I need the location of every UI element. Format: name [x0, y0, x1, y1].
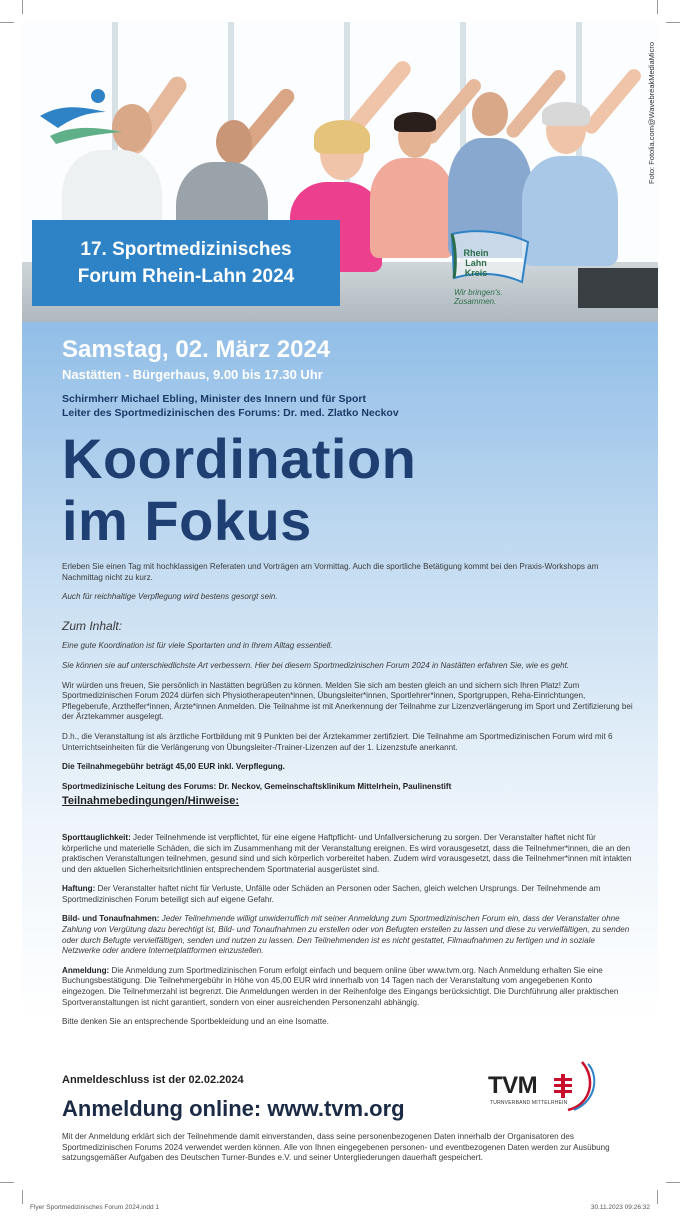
liability-paragraph: [62, 884, 634, 905]
speaker-box: [578, 268, 658, 308]
fee-paragraph: Die Teilnahmegebühr beträgt 45,00 EUR inkl. Verpflegung.: [62, 762, 285, 772]
contents-heading: Zum Inhalt:: [62, 618, 123, 633]
crop-mark: [0, 22, 14, 23]
crop-mark: [666, 1182, 680, 1183]
contents-paragraph-1: Eine gute Koordination ist für viele Sportarten und in Ihrem Alltag essentiell.: [62, 641, 333, 651]
catering-paragraph: Auch für reichhaltige Verpflegung wird bestens gesorgt sein.: [62, 592, 278, 602]
event-location: Nastätten - Bürgerhaus, 9.00 bis 17.30 Uhr: [62, 367, 323, 382]
tvm-logo-word: TVM: [488, 1072, 538, 1099]
event-title-box: [32, 220, 340, 306]
registration-text: Die Anmeldung zum Sportmedizinischen Forum erfolgt einfach und bequem online über www.tvm.org. Nach Anmeldung erhalten Sie eine Buchungsbestätigung. Die Teilnehmergebühr in Höhe von 45,00 EUR wird innerhalb von 14 Tagen nach der Veranstaltung vom angegebenen Konto eingezogen. Die Teilnehmerzahl ist begrenzt. Die Anmeldungen werden in der Reihenfolge des Eingangs berücksichtigt. Die Durchführung aller praktischen Sportveranstaltungen ist nicht garantiert, sondern von einer ausreichenden Personenzahl abhängig.: [62, 965, 619, 1007]
registration-deadline: Anmeldeschluss ist der 02.02.2024: [62, 1074, 244, 1086]
flyer-page: [22, 22, 658, 1182]
photo-credit: Foto: Fotolia.com@WavebreakMediaMicro: [647, 42, 656, 184]
registration-paragraph: [62, 966, 634, 1008]
crop-mark: [0, 1182, 14, 1183]
crop-mark: [666, 22, 680, 23]
event-title-line1: 17. Sportmedizinisches: [80, 239, 292, 260]
fitness-label: Sporttauglichkeit:: [62, 832, 131, 842]
leadership-paragraph: Sportmedizinische Leitung des Forums: Dr. Neckov, Gemeinschaftsklinikum Mittelrhein, Paulinenstift: [62, 781, 452, 791]
patronage: [62, 392, 634, 420]
conditions-heading: Teilnahmebedingungen/Hinweise:: [62, 795, 240, 808]
online-registration-link[interactable]: Anmeldung online: www.tvm.org: [62, 1096, 405, 1121]
liability-text: Der Veranstalter haftet nicht für Verluste, Unfälle oder Schäden an Personen oder Sachen, gleich welchen Ursprungs. Der Teilnehmende am Sportmedizinischen Forum beteiligt sich auf eigene Gefahr.: [62, 884, 601, 904]
person-figure: [522, 52, 632, 282]
event-date: Samstag, 02. März 2024: [62, 336, 331, 363]
rhein-lahn-slogan: Wir bringen's. Zusammen.: [454, 288, 503, 306]
intro-paragraph: Erleben Sie einen Tag mit hochklassigen Referaten und Vorträgen am Vormittag. Auch die sportliche Betätigung kommt bei den Praxis-Workshops am Nachmittag nicht zu kurz.: [62, 562, 599, 582]
media-paragraph: [62, 914, 634, 956]
print-footer-file: Flyer Sportmedizinisches Forum 2024.indd 1: [30, 1204, 159, 1211]
tvm-logo-subtitle: TURNVERBAND MITTELRHEIN: [490, 1100, 568, 1106]
clothing-paragraph: Bitte denken Sie an entsprechende Sportbekleidung und an eine Isomatte.: [62, 1017, 329, 1027]
crop-mark: [22, 1190, 23, 1204]
rhein-lahn-kreis-logo: [448, 228, 534, 306]
rhein-lahn-kreis-name: Rhein Lahn Kreis: [463, 248, 489, 278]
headline-line1: Koordination: [62, 427, 417, 490]
tvm-logo: [486, 1060, 606, 1114]
crop-mark: [657, 1190, 658, 1204]
contents-paragraph-2: Sie können sie auf unterschiedlichste Art verbessern. Hier bei diesem Sportmedizinischen Forum 2024 in Nastätten erfahren Sie, wie es geht.: [62, 660, 570, 670]
liability-label: Haftung:: [62, 884, 96, 894]
media-label: Bild- und Tonaufnahmen:: [62, 914, 160, 924]
privacy-notice: Mit der Anmeldung erklärt sich der Teilnehmende damit einverstanden, dass seine personenbezogenen Daten innerhalb der Organisatoren des Sportmedizinischen Forums 2024 verwendet werden können. Alle von Ihnen eingegebenen personen- und eventbezogenen Daten werden zur Ausübung satzungsgemäßer Aufgaben des Deutschen Turner-Bundes e.V. und seiner Untergliederungen dauerhaft gespeichert.: [62, 1132, 610, 1163]
crop-mark: [22, 0, 23, 14]
fitness-text: Jeder Teilnehmende ist verpflichtet, für eine eigene Haftpflicht- und Unfallversicherung zu sorgen. Der Veranstalter haftet nicht für körperliche und materielle Schäden, die sich im Zusammenhang mit der Veranstaltung ereignen. Es wird vorausgesetzt, dass die Teilnehmer*innen, die an den praktischen Veranstaltungen teilnehmen, gesund sind und sich körperlich vorbereitet haben. Zudem wird vorausgesetzt, dass die Teilnehmer*innen mit intakten und den aktuellen Sicherheitsrichtlinien entsprechendem Sportmaterial ausgerüstet sind.: [62, 832, 632, 874]
certification-paragraph: D.h., die Veranstaltung ist als ärztliche Fortbildung mit 9 Punkten bei der Ärztekammer zertifiziert. Die Teilnahme am Sportmedizinischen Forum wird mit 6 Unterrichtseinheiten für die Verlängerung von Übungsleiter-/Trainer-Lizenzen auf der 1. Lizenzstufe anerkannt.: [62, 731, 613, 752]
registration-label: Anmeldung:: [62, 965, 110, 975]
event-title-line2: Forum Rhein-Lahn 2024: [77, 266, 295, 287]
fitness-paragraph: [62, 833, 634, 875]
crop-mark: [657, 0, 658, 14]
body-text: [62, 562, 634, 1037]
headline-line2: im Fokus: [62, 489, 312, 552]
media-text: Jeder Teilnehmende willigt unwiderruflich mit seiner Anmeldung zum Sportmedizinischen Forum ein, dass der Veranstalter ohne Zahlung von Vergütung dazu berechtigt ist, Bild- und Tonaufnahmen zu erstellen oder von Befugten erstellen zu lassen und diese zu vervielfältigen, zu senden oder durch Befugte vervielfältigen, senden und nutzen zu lassen. Den Teilnehmenden ist es nicht gestattet, Filmaufnahmen zu fertigen und in soziale Netzwerke oder andere Internetplattformen einzustellen.: [62, 914, 630, 956]
headline: [62, 428, 634, 552]
patron-line: Schirmherr Michael Ebling, Minister des Innern und für Sport: [62, 393, 366, 405]
lead-line: Leiter des Sportmedizinischen des Forums: Dr. med. Zlatko Neckov: [62, 407, 399, 419]
print-footer-timestamp: 30.11.2023 09:26:32: [590, 1204, 650, 1211]
forum-logo-icon: [36, 86, 126, 146]
welcome-paragraph: Wir würden uns freuen, Sie persönlich in Nastätten begrüßen zu können. Melden Sie sich am besten gleich an und sichern sich Ihren Platz! Zum Sportmedizinischen Forum 2024 dürfen sich Physiotherapeuten*innen, Übungsleiter*innen, Sportlehrer*innen, Sportgruppen, Reha-Einrichtungen, Pflegeberufe, Arzthelfer*innen, Ärzte*innen Anmelden. Die Teilnahme ist mit Anerkennung der Teilnahme zur Lizenzverlängerung im Sport und Zertifizierung bei der Ärztekammer ausgelegt.: [62, 680, 633, 722]
